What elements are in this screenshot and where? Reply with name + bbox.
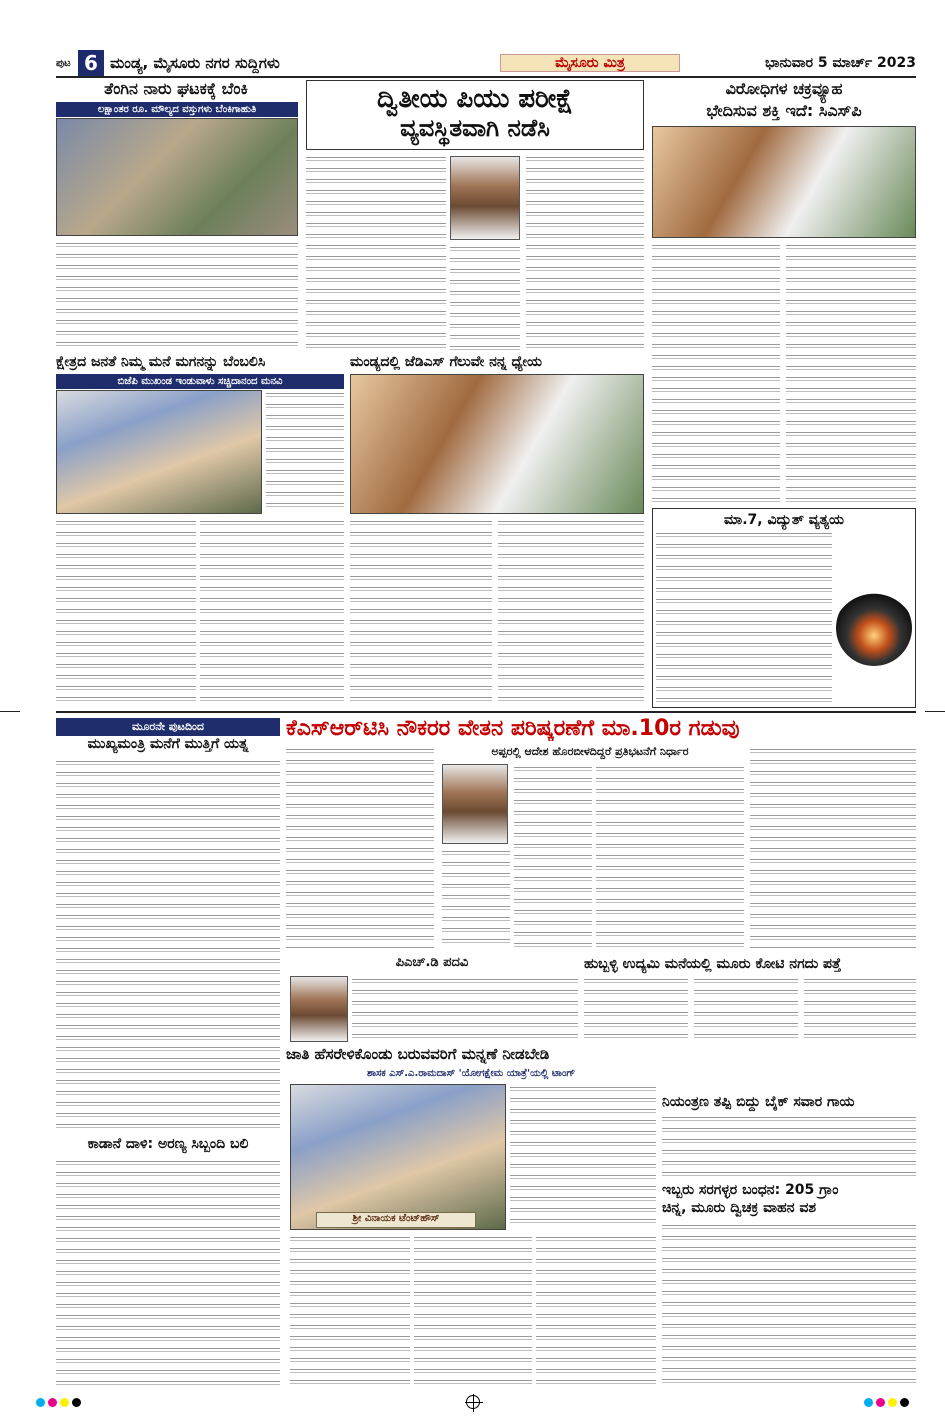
black-swatch	[900, 1398, 909, 1407]
puc-headline-line2: ವ್ಯವಸ್ಥಿತವಾಗಿ ನಡೆಸಿ	[400, 113, 550, 142]
continuation-label: ಮೂರನೇ ಪುಟದಿಂದ	[56, 718, 280, 736]
black-swatch	[72, 1398, 81, 1407]
cp-body-col1	[652, 242, 780, 504]
power-headline: ಮಾ.7, ವಿದ್ಯುತ್ ವ್ಯತ್ಯಯ	[723, 512, 845, 528]
masthead-logo: ಮೈಸೂರು ಮಿತ್ರ	[500, 54, 680, 72]
jds-body-col1	[350, 518, 492, 708]
fire-body-text	[56, 240, 298, 350]
puc-body-col2	[450, 244, 520, 350]
ksrtc-body-col2	[514, 764, 592, 950]
caste-body-col2	[290, 1234, 410, 1388]
ksrtc-subhead: ಅಪ್ಪರಲ್ಲಿ ಆದೇಶ ಹೊರಬೀಳದಿದ್ದರೆ ಪ್ರತಿಭಟನೆಗೆ ನಿರ್ಧಾರ	[491, 745, 689, 758]
cmyk-swatches-left	[36, 1398, 81, 1407]
tent-house-banner: ಶ್ರೀ ವಿನಾಯಕ ಟೆಂಟ್‌ಹೌಸ್	[316, 1212, 476, 1228]
cp-body-col2	[786, 242, 916, 504]
bjp-body-col2	[56, 518, 196, 708]
thieves-headline-line1: ಇಬ್ಬರು ಸರಗಳ್ಳರ ಬಂಧನ: 205 ಗ್ರಾಂ	[662, 1182, 839, 1198]
cp-headline-line1: ವಿರೋಧಿಗಳ ಚಕ್ರವ್ಯೂಹ	[725, 79, 843, 98]
jds-headline: ಮಂಡ್ಯದಲ್ಲಿ ಜೆಡಿಎಸ್ ಗೆಲುವೇ ನನ್ನ ಧ್ಯೇಯ	[350, 354, 543, 370]
ksrtc-body-col5	[750, 746, 916, 950]
yellow-swatch	[60, 1398, 69, 1407]
ksrtc-body-col1	[286, 746, 434, 950]
cyan-swatch	[36, 1398, 45, 1407]
crop-mark-right	[925, 711, 945, 712]
registration-mark-icon	[466, 1395, 480, 1409]
bike-body-text	[662, 1114, 916, 1176]
elephant-headline: ಕಾಡಾನೆ ದಾಳಿ: ಅರಣ್ಯ ಸಿಬ್ಬಂದಿ ಬಲಿ	[87, 1136, 249, 1152]
issue-date: ಭಾನುವಾರ 5 ಮಾರ್ಚ್ 2023	[764, 55, 916, 71]
ksrtc-body-col4	[596, 764, 744, 950]
jds-body-col2	[498, 518, 644, 708]
bike-headline: ನಿಯಂತ್ರಣ ತಪ್ಪಿ ಬಿದ್ದು ಬೈಕ್ ಸವಾರ ಗಾಯ	[662, 1094, 855, 1110]
fold-divider	[56, 711, 916, 713]
fire-photo	[56, 118, 298, 236]
page-number: 6	[78, 50, 104, 76]
page-label: ಪುಟ	[56, 57, 71, 69]
magenta-swatch	[48, 1398, 57, 1407]
bjp-body-col3	[200, 518, 344, 708]
bjp-body-col1	[266, 390, 344, 514]
cp-photo	[652, 126, 916, 238]
hubli-body-col1	[584, 976, 688, 1042]
puc-body-col3	[526, 154, 644, 350]
caste-body-col1	[510, 1084, 656, 1230]
caste-body-col4	[536, 1234, 656, 1388]
thieves-headline-line2: ಚಿನ್ನ, ಮೂರು ದ್ವಿಚಕ್ರ ವಾಹನ ವಶ	[662, 1200, 817, 1216]
hubli-body-col2	[694, 976, 798, 1042]
puc-headline-box	[306, 80, 644, 150]
magenta-swatch	[876, 1398, 885, 1407]
caste-headline: ಜಾತಿ ಹೆಸರೇಳಿಕೊಂಡು ಬರುವವರಿಗೆ ಮನ್ನಣೆ ನೀಡಬೇಡಿ	[286, 1045, 550, 1063]
jds-photo	[350, 374, 644, 514]
phd-candidate-portrait	[290, 976, 348, 1042]
cm-house-headline: ಮುಖ್ಯಮಂತ್ರಿ ಮನೆಗೆ ಮುತ್ತಿಗೆ ಯತ್ನ	[87, 736, 249, 752]
bjp-strap: ಬಿಜೆಪಿ ಮುಖಂಡ ಇಂಡುವಾಳು ಸಚ್ಚಿದಾನಂದ ಮನವಿ	[56, 374, 344, 389]
hubli-body-col3	[804, 976, 916, 1042]
power-body-text	[656, 530, 832, 704]
elephant-body-text	[56, 1158, 280, 1388]
cm-house-body-text	[56, 758, 280, 1132]
caste-strap: ಶಾಸಕ ಎಸ್.ಎ.ರಾಮದಾಸ್ 'ಯೋಗಕ್ಷೇಮ ಯಾತ್ರೆ'ಯಲ್ಲಿ ಟಾಂಗ್	[366, 1068, 576, 1079]
cmyk-swatches-right	[864, 1398, 909, 1407]
fire-headline: ತೆಂಗಿನ ನಾರು ಘಟಕಕ್ಕೆ ಬೆಂಕಿ	[104, 79, 248, 98]
rally-photo	[290, 1084, 506, 1230]
print-footer	[0, 1395, 945, 1409]
phd-headline: ಪಿಎಚ್‌.ಡಿ ಪದವಿ	[395, 955, 469, 970]
hubli-headline: ಹುಬ್ಬಳ್ಳಿ ಉದ್ಯಮಿ ಮನೆಯಲ್ಲಿ ಮೂರು ಕೋಟಿ ನಗದು ಪತ್ತೆ	[584, 956, 842, 972]
fire-strap: ಲಕ್ಷಾಂತರ ರೂ. ಮೌಲ್ಯದ ವಸ್ತುಗಳು ಬೆಂಕಿಗಾಹುತಿ	[56, 102, 298, 117]
bjp-photo	[56, 390, 262, 514]
section-title: ಮಂಡ್ಯ, ಮೈಸೂರು ನಗರ ಸುದ್ದಿಗಳು	[110, 54, 280, 72]
cyan-swatch	[864, 1398, 873, 1407]
phd-body-text	[352, 976, 578, 1042]
ksrtc-headline: ಕೆಎಸ್‌ಆರ್‌ಟಿಸಿ ನೌಕರರ ವೇತನ ಪರಿಷ್ಕರಣೆಗೆ ಮಾ.10ರ ಗಡುವು	[286, 716, 740, 741]
page-header	[56, 50, 916, 78]
bulb-icon	[836, 590, 912, 666]
thieves-body-text	[662, 1222, 916, 1388]
union-leader-portrait	[442, 764, 508, 844]
yellow-swatch	[888, 1398, 897, 1407]
caste-body-col3	[414, 1234, 532, 1388]
crop-mark-left	[0, 711, 20, 712]
cp-headline-line2: ಭೇದಿಸುವ ಶಕ್ತಿ ಇದೆ: ಸಿಎಸ್‌ಪಿ	[706, 101, 862, 120]
ksrtc-body-col3	[442, 848, 510, 950]
puc-headline-line1: ದ್ವಿತೀಯ ಪಿಯು ಪರೀಕ್ಷೆ	[376, 84, 574, 114]
puc-body-col1	[306, 154, 446, 350]
bjp-headline: ಕ್ಷೇತ್ರದ ಜನತೆ ನಿಮ್ಮ ಮನೆ ಮಗನನ್ನು ಬೆಂಬಲಿಸಿ	[56, 354, 266, 370]
official-portrait	[450, 156, 520, 240]
